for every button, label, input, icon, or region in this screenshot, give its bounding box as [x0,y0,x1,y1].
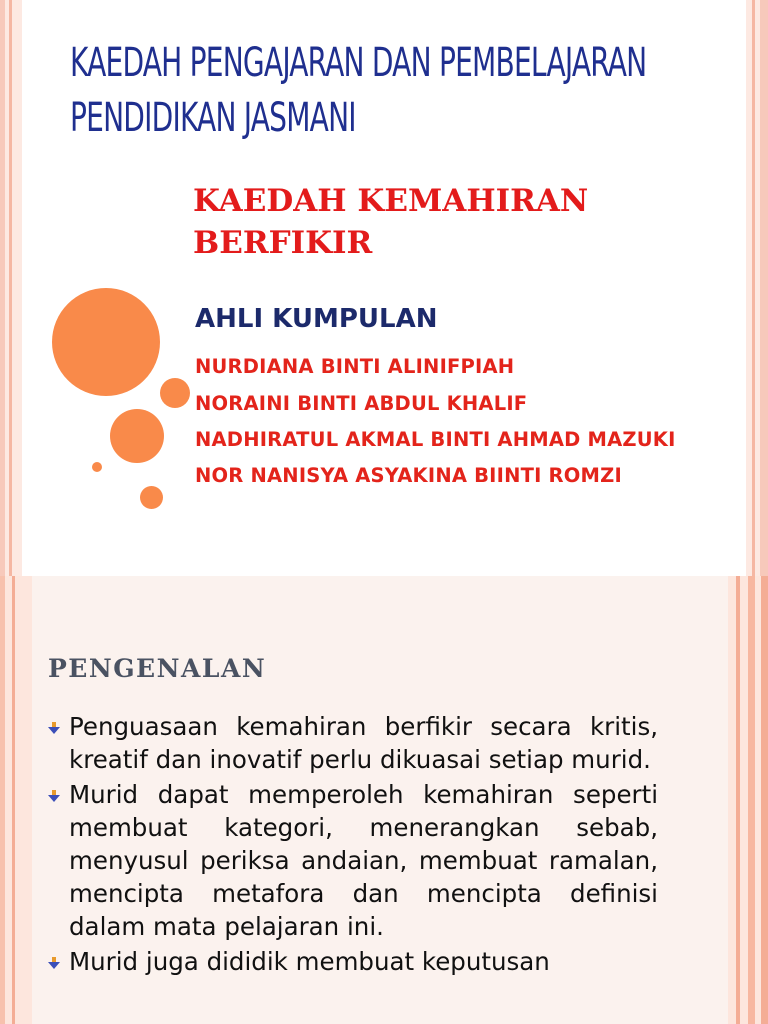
down-arrow-bullet-icon [48,790,60,802]
slide-title-line1: KAEDAH PENGAJARAN DAN PEMBELAJARAN [70,40,647,86]
bullet-item [48,945,658,978]
subtitle-line1: KAEDAH KEMAHIRAN [193,183,589,219]
subtitle-line2: BERFIKIR [193,225,373,261]
slide-title [70,36,710,146]
bullet-text: Murid dapat memperoleh kemahiran seperti membuat kategori, menerangkan sebab, menyusul periksa andaian, membuat ramalan, mencipta metafora dan mencipta definisi dalam mata pelajaran ini. [69,780,658,941]
down-arrow-bullet-icon [48,957,60,969]
group-heading: AHLI KUMPULAN [195,304,438,334]
bullet-item [48,778,658,943]
bullet-list [48,710,658,980]
bullet-text: Murid juga dididik membuat keputusan [69,947,550,976]
decorative-circle-small-1 [160,378,190,408]
down-arrow-bullet-icon [48,722,60,734]
member-item: NURDIANA BINTI ALINIFPIAH [195,355,515,378]
left-decorative-stripes [0,576,32,1024]
left-decorative-stripes [0,0,22,576]
decorative-circle-medium [110,409,164,463]
slide-title-line2: PENDIDIKAN JASMANI [70,95,356,141]
member-item: NORAINI BINTI ABDUL KHALIF [195,392,528,415]
bullet-item [48,710,658,776]
member-list [195,350,715,496]
decorative-circle-tiny [92,462,102,472]
content-slide [0,576,768,1024]
right-decorative-stripes [746,0,768,576]
member-item: NADHIRATUL AKMAL BINTI AHMAD MAZUKI [195,428,676,451]
bullet-text: Penguasaan kemahiran berfikir secara kritis, kreatif dan inovatif perlu dikuasai setiap murid. [69,712,658,774]
slide-subtitle [193,180,713,264]
decorative-circle-small-2 [140,486,163,509]
member-item: NOR NANISYA ASYAKINA BIINTI ROMZI [195,464,622,487]
section-title: PENGENALAN [48,654,267,683]
decorative-circle-large [52,288,160,396]
right-decorative-stripes [728,576,768,1024]
